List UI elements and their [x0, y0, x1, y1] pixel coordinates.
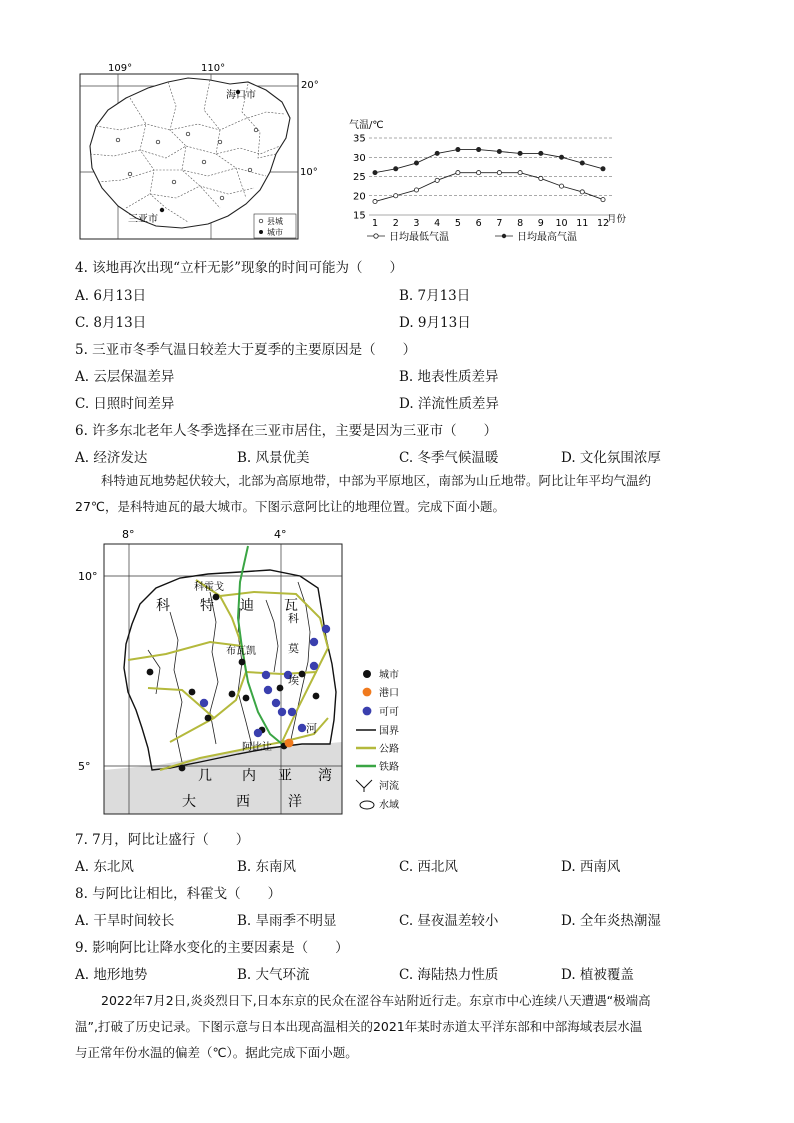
river-char: 河 [306, 722, 317, 735]
x-tick-label: 5 [454, 218, 461, 229]
y-tick-label: 30 [353, 152, 366, 164]
legend-water: 水域 [379, 800, 399, 811]
lon-label: 109° [108, 63, 133, 74]
y-tick-label: 25 [353, 172, 366, 183]
q5-option-d[interactable]: D. 洋流性质差异 [399, 396, 499, 412]
high-temp-point [518, 151, 522, 155]
cocoa-legend-icon [363, 707, 372, 716]
chart-yticks [353, 134, 366, 222]
passage-line: 27℃，是科特迪瓦的最大城市。下图示意阿比让的地理位置。完成下面小题。 [75, 499, 505, 514]
chart-ylabel: 气温/℃ [349, 120, 384, 131]
high-temp-point [601, 167, 605, 171]
low-temp-point [518, 171, 522, 175]
high-temp-line [375, 150, 603, 173]
x-tick-label: 2 [392, 218, 399, 229]
chart-series [373, 147, 605, 203]
x-tick-label: 8 [517, 218, 524, 229]
low-temp-point [559, 184, 563, 188]
q9-option-d[interactable]: D. 植被覆盖 [561, 967, 634, 983]
legend-high: 日均最高气温 [517, 232, 577, 243]
ocean-char: 西 [236, 794, 250, 810]
gulf-char: 湾 [318, 768, 332, 784]
passage-line: 2022年7月2日,炎炎烈日下,日本东京的民众在涩谷车站附近行走。东京市中心连续八天遭遇“极端高 [101, 993, 651, 1008]
river-legend-icon [356, 780, 372, 792]
y-tick-label: 15 [353, 210, 366, 222]
high-temp-point [435, 151, 439, 155]
legend-cocoa: 可可 [379, 707, 399, 718]
q9-option-b[interactable]: B. 大气环流 [237, 967, 310, 983]
passage-tokyo-heat [75, 988, 720, 1066]
q7-option-a[interactable]: A. 东北风 [75, 859, 134, 875]
x-tick-label: 7 [496, 218, 503, 229]
legend-low: 日均最低气温 [389, 232, 449, 243]
lat-label: 5° [78, 760, 91, 773]
climate-chart [345, 118, 635, 246]
y-tick-label: 20 [353, 191, 366, 203]
river-char: 莫 [288, 642, 299, 655]
high-temp-point [497, 149, 501, 153]
q8-option-b[interactable]: B. 旱雨季不明显 [237, 913, 337, 929]
q9-option-a[interactable]: A. 地形地势 [75, 967, 148, 983]
gulf-char: 亚 [278, 768, 292, 784]
port-legend-icon [363, 688, 372, 697]
high-temp-point [580, 161, 584, 165]
lat-label: 20° [301, 80, 319, 91]
bouake-label: 布瓦凯 [226, 646, 256, 657]
lon-label: 4° [274, 528, 287, 541]
low-temp-point [497, 171, 501, 175]
low-temp-point [456, 171, 460, 175]
high-temp-point [373, 171, 377, 175]
question-5-stem: 5. 三亚市冬季气温日较差大于夏季的主要原因是（ ） [75, 342, 417, 358]
city-legend-icon [259, 230, 263, 234]
haikou-label: 海口市 [226, 90, 256, 101]
legend-low-marker [374, 234, 378, 238]
chart-grid [369, 138, 613, 215]
water-legend-icon [360, 801, 374, 809]
question-4-stem: 4. 该地再次出现“立杆无影”现象的时间可能为（ ） [75, 260, 403, 276]
q7-option-d[interactable]: D. 西南风 [561, 859, 621, 875]
x-tick-label: 11 [576, 218, 589, 229]
question-8-stem: 8. 与阿比让相比，科霍戈（ ） [75, 886, 282, 902]
high-temp-point [477, 147, 481, 151]
q8-option-d[interactable]: D. 全年炎热潮湿 [561, 913, 661, 929]
question-6-stem: 6. 许多东北老年人冬季选择在三亚市居住，主要是因为三亚市（ ） [75, 423, 498, 439]
passage-line: 温”,打破了历史记录。下图示意与日本出现高温相关的2021年某时赤道太平洋东部和中部海域表层水温 [75, 1019, 643, 1034]
river-char: 科 [288, 612, 299, 625]
high-temp-point [539, 151, 543, 155]
passage-line: 科特迪瓦地势起伏较大，北部为高原地带，中部为平原地区，南部为山丘地带。阿比让年平均气温约 [101, 473, 652, 488]
country-char: 瓦 [284, 598, 298, 614]
q4-option-c[interactable]: C. 8月13日 [75, 315, 147, 331]
legend-city: 城市 [379, 670, 399, 681]
q9-option-c[interactable]: C. 海陆热力性质 [399, 967, 499, 983]
x-tick-label: 3 [413, 218, 420, 229]
country-char: 迪 [240, 598, 254, 614]
lat-label: 10° [300, 167, 318, 178]
legend-high-marker [502, 234, 506, 238]
port-dot [285, 739, 294, 748]
lat-label: 10° [78, 570, 98, 583]
q4-option-d[interactable]: D. 9月13日 [399, 315, 471, 331]
city-legend-icon [363, 670, 371, 678]
low-temp-point [373, 199, 377, 203]
sanya-label: 三亚市 [128, 214, 158, 225]
ocean-char: 大 [182, 794, 196, 810]
chart-xticks [372, 218, 609, 229]
q6-option-c[interactable]: C. 冬季气候温暖 [399, 450, 499, 466]
low-temp-point [394, 194, 398, 198]
high-temp-point [456, 147, 460, 151]
gulf-char: 几 [198, 768, 212, 784]
x-tick-label: 10 [555, 218, 568, 229]
question-9-stem: 9. 影响阿比让降水变化的主要因素是（ ） [75, 940, 349, 956]
high-temp-point [414, 161, 418, 165]
lon-label: 110° [201, 63, 226, 74]
map-legend [356, 668, 399, 811]
q5-option-a[interactable]: A. 云层保温差异 [75, 369, 175, 385]
q5-option-b[interactable]: B. 地表性质差异 [399, 369, 499, 385]
legend-city: 城市 [267, 228, 283, 237]
question-7-stem: 7. 7月，阿比让盛行（ ） [75, 832, 250, 848]
x-tick-label: 1 [371, 218, 379, 229]
passage-line: 与正常年份水温的偏差（℃）。据此完成下面小题。 [75, 1045, 358, 1060]
low-temp-point [539, 176, 543, 180]
ivory-coast-map [70, 522, 420, 820]
chart-xunit: 月份 [607, 214, 627, 225]
q5-option-c[interactable]: C. 日照时间差异 [75, 396, 175, 412]
low-temp-point [435, 178, 439, 182]
legend-rail: 铁路 [379, 762, 399, 773]
legend-port: 港口 [379, 688, 399, 699]
q8-option-c[interactable]: C. 昼夜温差较小 [399, 913, 499, 929]
hainan-map [70, 58, 330, 243]
q6-option-b[interactable]: B. 风景优美 [237, 450, 310, 466]
q4-option-a[interactable]: A. 6月13日 [75, 288, 147, 304]
legend-road: 公路 [379, 744, 399, 755]
y-tick-label: 35 [353, 133, 366, 145]
river-char: 埃 [288, 674, 299, 687]
q6-option-a[interactable]: A. 经济发达 [75, 450, 148, 466]
low-temp-point [477, 171, 481, 175]
x-tick-label: 12 [596, 218, 610, 229]
x-tick-label: 9 [537, 218, 544, 229]
high-temp-point [559, 155, 563, 159]
q4-option-b[interactable]: B. 7月13日 [399, 288, 471, 304]
lon-label: 8° [122, 528, 135, 541]
q6-option-d[interactable]: D. 文化氛围浓厚 [561, 450, 661, 466]
passage-ivory-coast [75, 468, 720, 520]
q8-option-a[interactable]: A. 干旱时间较长 [75, 913, 175, 929]
legend-border: 国界 [379, 726, 399, 737]
ocean-char: 洋 [288, 794, 302, 810]
q7-option-b[interactable]: B. 东南风 [237, 859, 297, 875]
x-tick-label: 4 [434, 218, 441, 229]
legend-river: 河流 [379, 781, 399, 792]
high-temp-point [394, 167, 398, 171]
abidjan-label: 阿比让 [242, 742, 272, 753]
island-outline [90, 78, 290, 228]
q7-option-c[interactable]: C. 西北风 [399, 859, 458, 875]
low-temp-line [375, 173, 603, 202]
x-tick-label: 6 [475, 218, 482, 229]
country-char: 特 [200, 598, 214, 614]
low-temp-point [414, 188, 418, 192]
legend-county: 县城 [267, 217, 283, 226]
low-temp-point [580, 190, 584, 194]
low-temp-point [601, 198, 605, 202]
gulf-char: 内 [242, 768, 256, 784]
country-char: 科 [156, 598, 170, 614]
korhogo-label: 科霍戈 [194, 582, 224, 593]
